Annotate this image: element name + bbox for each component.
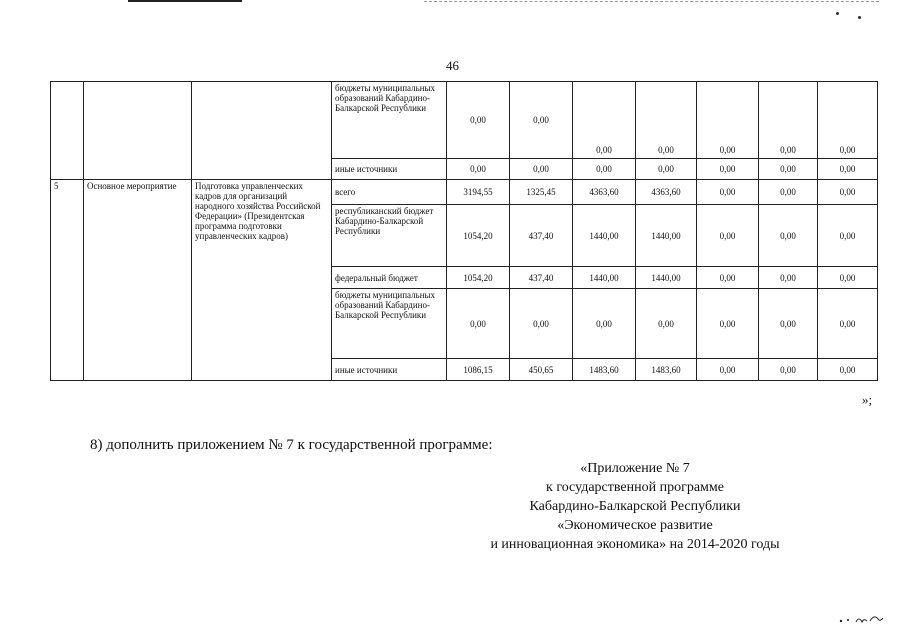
value-cell: 0,00: [759, 180, 818, 205]
value-cell: 4363,60: [573, 180, 636, 205]
value-cell: 437,40: [510, 205, 573, 267]
value-cell: 0,00: [759, 289, 818, 359]
value-cell: 0,00: [818, 205, 878, 267]
value-cell: 1054,20: [447, 205, 510, 267]
value-cell: 0,00: [510, 82, 573, 159]
value-cell: 1440,00: [573, 205, 636, 267]
speck-mark: [858, 16, 861, 19]
value-cell: 0,00: [697, 82, 759, 159]
source-cell: иные источники: [332, 159, 447, 180]
budget-table: [50, 81, 878, 381]
value-cell: 0,00: [447, 82, 510, 159]
source-cell: республиканский бюджет Кабардино-Балкарской Республики: [332, 205, 447, 267]
value-cell: 4363,60: [636, 180, 697, 205]
table-row: [51, 82, 878, 159]
row-number: 5: [51, 180, 84, 381]
value-cell: 3194,55: [447, 180, 510, 205]
value-cell: 0,00: [697, 159, 759, 180]
value-cell: 1440,00: [636, 267, 697, 289]
speck-mark: [836, 12, 839, 15]
value-cell: 1054,20: [447, 267, 510, 289]
value-cell: 0,00: [447, 159, 510, 180]
value-cell: 1325,45: [510, 180, 573, 205]
value-cell: 0,00: [759, 159, 818, 180]
source-cell: всего: [332, 180, 447, 205]
appendix-line: и инновационная экономика» на 2014-2020 годы: [490, 537, 780, 552]
value-cell: 1440,00: [573, 267, 636, 289]
top-edge-line: [128, 0, 242, 2]
source-cell: бюджеты муниципальных образований Кабардино-Балкарской Республики: [332, 82, 447, 159]
amendment-paragraph: 8) дополнить приложением № 7 к государственной программе:: [90, 437, 493, 453]
closing-quote: »;: [862, 392, 873, 407]
appendix-line: к государственной программе: [546, 480, 724, 495]
table-row: [51, 180, 878, 205]
value-cell: 0,00: [818, 359, 878, 381]
value-cell: 0,00: [697, 359, 759, 381]
value-cell: 0,00: [697, 205, 759, 267]
value-cell: 0,00: [759, 267, 818, 289]
value-cell: 1483,60: [573, 359, 636, 381]
value-cell: 1086,15: [447, 359, 510, 381]
value-cell: 1483,60: [636, 359, 697, 381]
page-number: 46: [446, 58, 459, 73]
appendix-line: Кабардино-Балкарской Республики: [529, 499, 741, 514]
top-dashed-line: [424, 1, 879, 2]
value-cell: 1440,00: [636, 205, 697, 267]
value-cell: 0,00: [510, 159, 573, 180]
value-cell: 0,00: [697, 267, 759, 289]
appendix-line: «Экономическое развитие: [557, 518, 713, 533]
value-cell: 0,00: [759, 359, 818, 381]
name-cell: [192, 82, 332, 180]
value-cell: 0,00: [447, 289, 510, 359]
value-cell: 0,00: [818, 82, 878, 159]
value-cell: 0,00: [759, 82, 818, 159]
value-cell: 0,00: [697, 289, 759, 359]
number-cell: [51, 82, 84, 180]
value-cell: 0,00: [573, 159, 636, 180]
source-cell: иные источники: [332, 359, 447, 381]
value-cell: 0,00: [573, 289, 636, 359]
value-cell: 0,00: [636, 289, 697, 359]
value-cell: 0,00: [818, 289, 878, 359]
source-cell: федеральный бюджет: [332, 267, 447, 289]
measure-type: Основное мероприятие: [84, 180, 192, 381]
handwritten-scribble: [838, 612, 888, 626]
appendix-line: «Приложение № 7: [580, 461, 690, 476]
value-cell: 0,00: [818, 267, 878, 289]
value-cell: 437,40: [510, 267, 573, 289]
value-cell: 0,00: [510, 289, 573, 359]
type-cell: [84, 82, 192, 180]
value-cell: 0,00: [818, 159, 878, 180]
source-cell: бюджеты муниципальных образований Кабардино-Балкарской Республики: [332, 289, 447, 359]
appendix-heading: [470, 459, 800, 554]
value-cell: 450,65: [510, 359, 573, 381]
value-cell: 0,00: [697, 180, 759, 205]
measure-name: Подготовка управленческих кадров для организаций народного хозяйства Российской Федерации» (Президентская программа подготовки управленческих кадров): [192, 180, 332, 381]
value-cell: 0,00: [573, 82, 636, 159]
value-cell: 0,00: [818, 180, 878, 205]
value-cell: 0,00: [636, 159, 697, 180]
value-cell: 0,00: [759, 205, 818, 267]
value-cell: 0,00: [636, 82, 697, 159]
